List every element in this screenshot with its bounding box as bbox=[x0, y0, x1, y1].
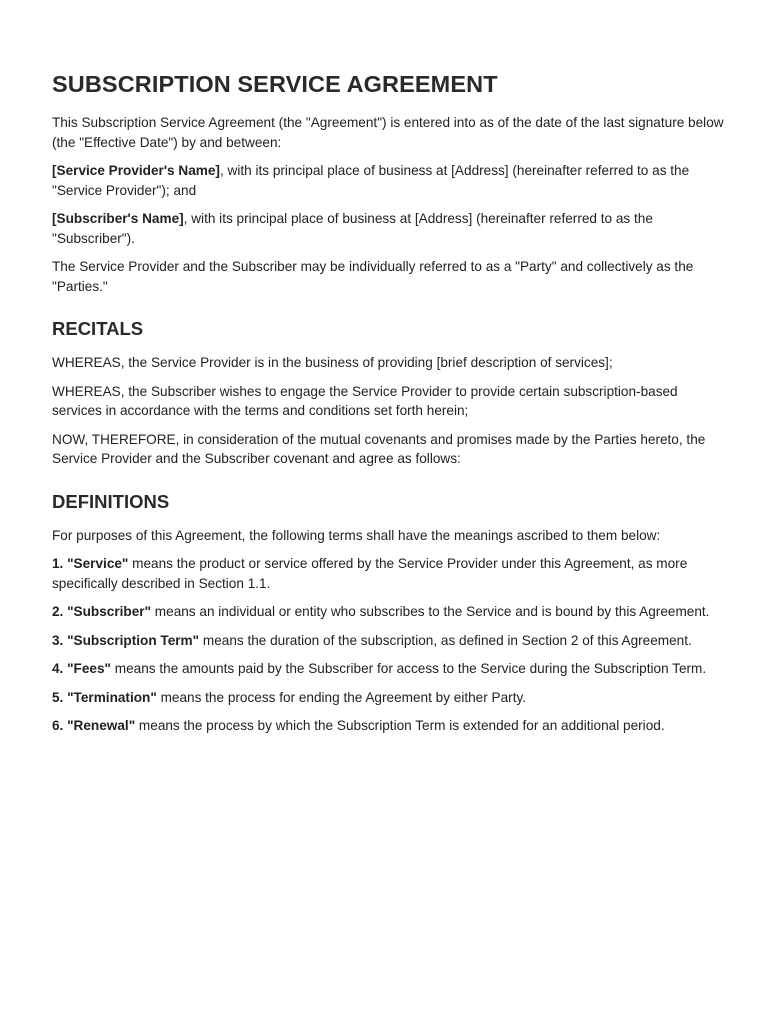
intro-paragraph: This Subscription Service Agreement (the "Agreement") is entered into as of the date of the last signature below (the "Effective Date") by and between: bbox=[52, 115, 724, 150]
subscriber-text: , with its principal place of business at [Address] (hereinafter referred to as the "Subscriber"). bbox=[52, 211, 653, 246]
recitals-heading: RECITALS bbox=[52, 318, 144, 339]
definition-term: 4. "Fees" bbox=[52, 661, 111, 676]
provider-paragraph bbox=[52, 161, 730, 200]
definition-item bbox=[52, 631, 730, 651]
parties-paragraph: The Service Provider and the Subscriber may be individually referred to as a "Party" and collectively as the "Parties." bbox=[52, 259, 694, 294]
definition-text: means the amounts paid by the Subscriber for access to the Service during the Subscription Term. bbox=[111, 661, 707, 676]
recital-paragraph: NOW, THEREFORE, in consideration of the mutual covenants and promises made by the Parties hereto, the Service Provider and the Subscriber covenant and agree as follows: bbox=[52, 431, 706, 466]
subscriber-name: [Subscriber's Name] bbox=[52, 211, 184, 226]
definition-term: 2. "Subscriber" bbox=[52, 604, 152, 619]
definition-text: means the process by which the Subscription Term is extended for an additional period. bbox=[135, 718, 665, 733]
definition-item bbox=[52, 688, 730, 708]
definition-item bbox=[52, 716, 730, 736]
definitions-heading: DEFINITIONS bbox=[52, 490, 170, 512]
document-title: SUBSCRIPTION SERVICE AGREEMENT bbox=[52, 71, 498, 97]
definition-term: 6. "Renewal" bbox=[52, 718, 136, 733]
definition-text: means the process for ending the Agreement by either Party. bbox=[156, 689, 527, 705]
definition-term: 3. "Subscription Term" bbox=[52, 632, 200, 648]
definitions-intro: For purposes of this Agreement, the following terms shall have the meanings ascribed to them below: bbox=[52, 527, 661, 543]
definition-item bbox=[52, 554, 730, 593]
definition-item bbox=[52, 602, 730, 622]
definition-term: 5. "Termination" bbox=[52, 689, 157, 705]
definition-text: means the duration of the subscription, as defined in Section 2 of this Agreement. bbox=[199, 632, 692, 648]
recital-paragraph: WHEREAS, the Service Provider is in the business of providing [brief description of services]; bbox=[52, 355, 613, 370]
definition-text: means an individual or entity who subscribes to the Service and is bound by this Agreement. bbox=[151, 604, 710, 619]
definition-item bbox=[52, 659, 730, 679]
subscriber-paragraph bbox=[52, 209, 730, 248]
provider-name: [Service Provider's Name] bbox=[52, 163, 220, 178]
definition-term: 1. "Service" bbox=[52, 556, 129, 571]
recital-paragraph: WHEREAS, the Subscriber wishes to engage the Service Provider to provide certain subscription-based services in accordance with the terms and conditions set forth herein; bbox=[52, 383, 678, 418]
provider-text: , with its principal place of business at [Address] (hereinafter referred to as the "Service Provider"); and bbox=[52, 163, 690, 198]
definition-text: means the product or service offered by the Service Provider under this Agreement, as more specifically described in Section 1.1. bbox=[52, 556, 688, 591]
